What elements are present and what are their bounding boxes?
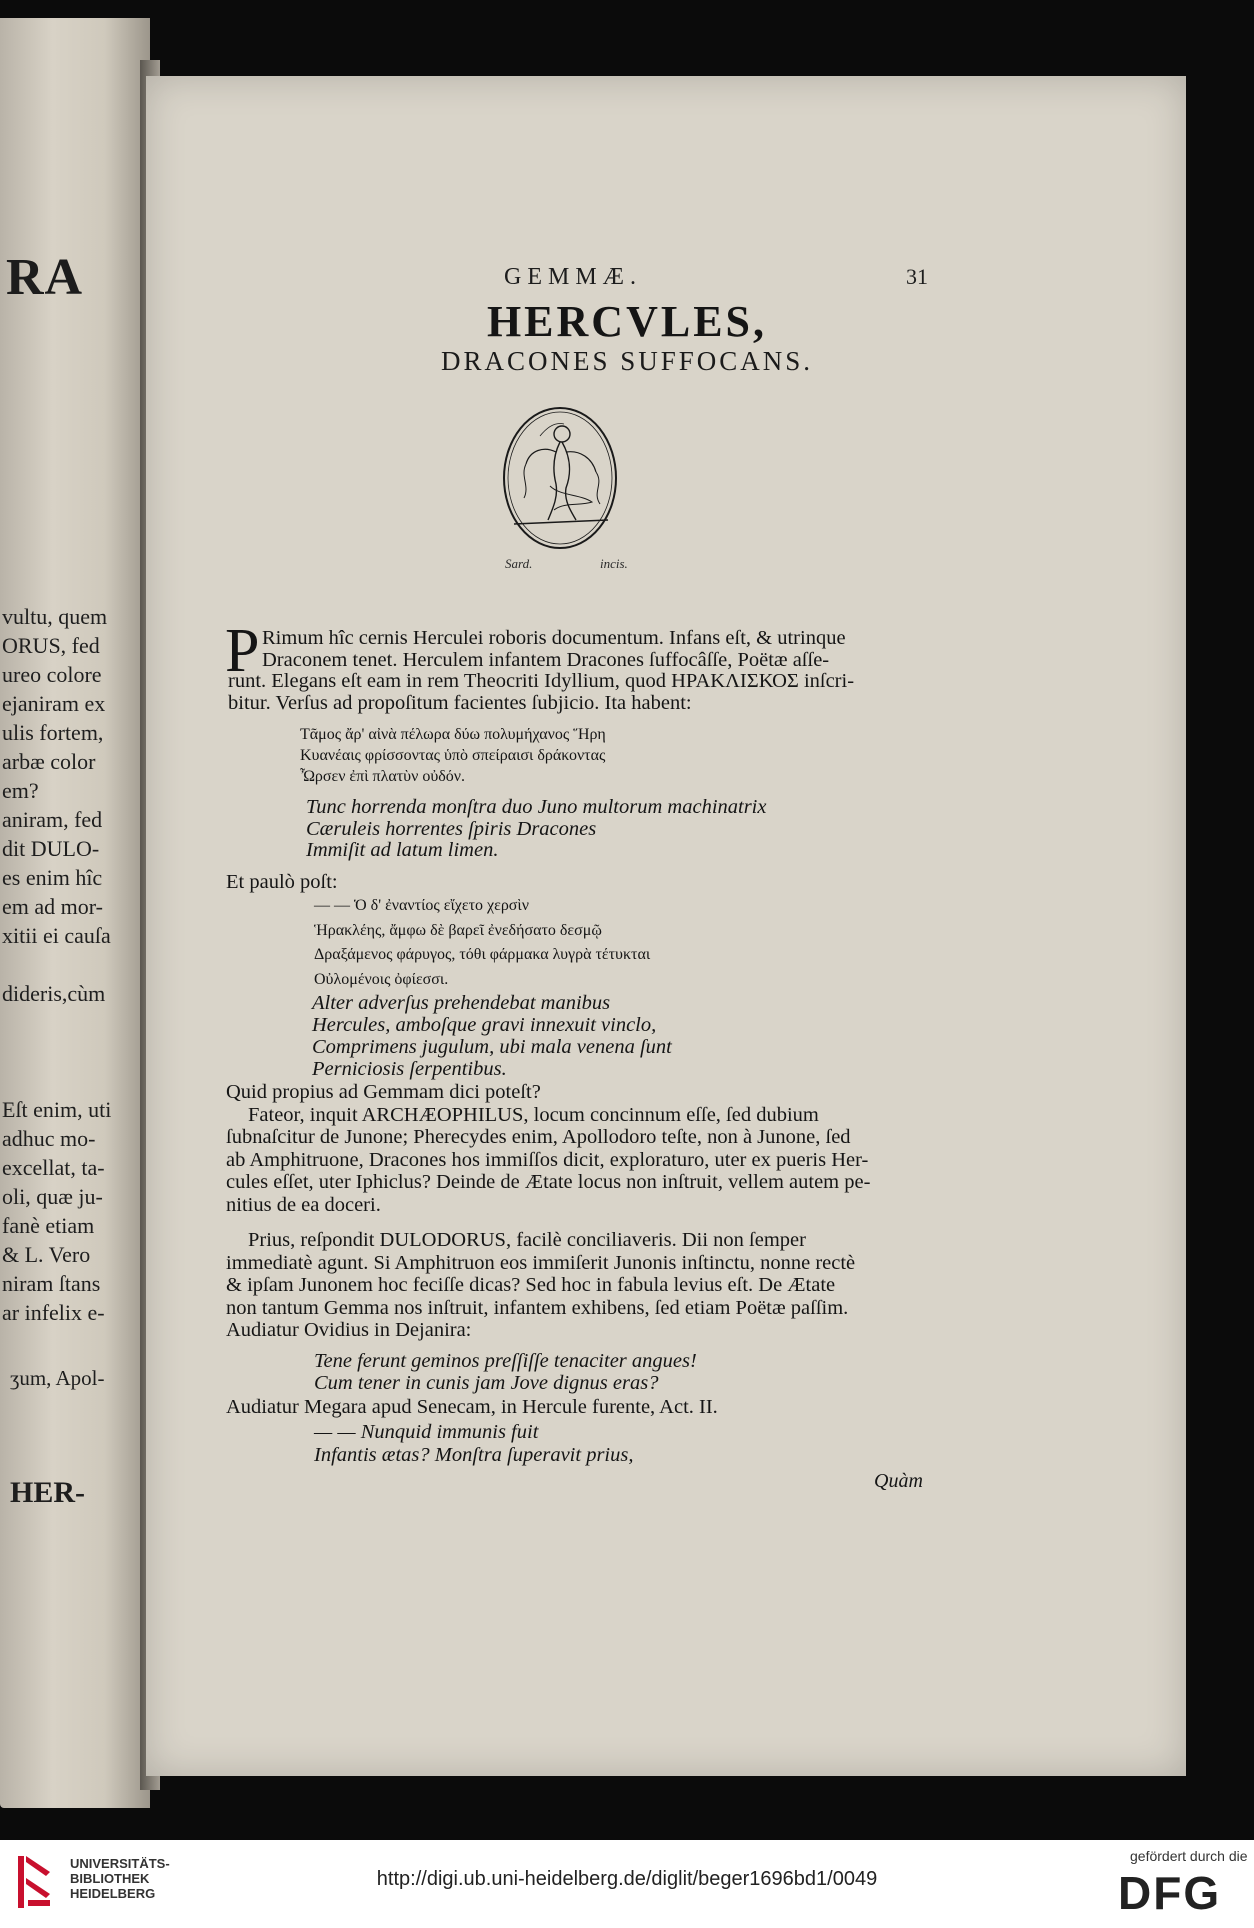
left-page-heading: RA	[6, 249, 84, 306]
text-line: Δραξάμενος φάρυγος, τόθι φάρμακα λυγρὰ τέτυκται	[314, 946, 651, 963]
left-page-line	[2, 950, 148, 979]
text-line: Alter adverſus prehendebat manibus	[312, 992, 611, 1014]
text-line: Οὐλομένοις ὀφίεσσι.	[314, 970, 449, 988]
text-line: & ipſam Junonem hoc feciſſe dicas? Sed hoc in fabula levius eſt. De Ætate	[226, 1274, 836, 1296]
left-page-heading-2: HER-	[10, 1476, 85, 1509]
text-line: — — Nunquid immunis fuit	[314, 1421, 539, 1443]
text-line: Immiſit ad latum limen.	[306, 839, 499, 861]
left-page-line: ORUS, fed	[2, 633, 100, 658]
text-line: Comprimens jugulum, ubi mala venena ſunt	[312, 1036, 672, 1058]
page-subtitle: DRACONES SUFFOCANS.	[440, 346, 814, 376]
text-line: Rimum hîc cernis Herculei roboris documentum. Infans eſt, & utrinque	[262, 627, 846, 649]
text-line: Ὦρσεν ἐπὶ πλατὺν οὐδόν.	[300, 768, 466, 785]
left-page-line: vultu, quem	[2, 604, 108, 629]
left-page-line: ureo colore	[2, 662, 102, 687]
text-line: bitur. Verſus ad propoſitum facientes ſubjicio. Ita habent:	[228, 691, 692, 714]
text-line: non tantum Gemma nos inſtruit, infantem exhibens, ſed etiam Poëtæ paſſim.	[226, 1296, 849, 1319]
text-line: Hercules, amboſque gravi innexuit vinclo,	[312, 1014, 657, 1036]
left-page-line: dideris,cùm	[2, 981, 106, 1006]
engraving-caption-left: Sard.	[505, 556, 533, 571]
left-page-line: niram ſtans	[2, 1271, 101, 1296]
left-page-line	[2, 1037, 148, 1066]
page-number: 31	[906, 264, 928, 289]
text-line: Ἡρακλέης, ἄμφω δὲ βαρεῖ ἐνεδήσατο δεσμῷ	[314, 921, 602, 939]
text-line: Cæruleis horrentes ſpiris Dracones	[306, 817, 597, 840]
left-page-line: adhuc mo-	[2, 1126, 96, 1151]
text-line: ab Amphitruone, Dracones hos immiſſos dicit, exploraturo, uter ex pueris Her-	[226, 1148, 869, 1171]
text-line: Τᾶμος ἄρ' αἰνὰ πέλωρα δύω πολυμήχανος Ἥρη	[300, 726, 606, 743]
left-page-line: oli, quæ ju-	[2, 1184, 103, 1209]
left-page-text	[2, 602, 148, 1327]
text-line: Et paulò poſt:	[226, 871, 338, 893]
left-page-line: dit DULO-	[2, 836, 100, 861]
left-page-line: es enim hîc	[2, 865, 103, 890]
page-title: HERCVLES,	[486, 297, 768, 346]
library-name-line: BIBLIOTHEK	[70, 1871, 150, 1886]
text-line: Κυανέαις φρίσσοντας ὑπὸ σπείραισι δράκοντας	[300, 747, 606, 764]
text-line: immediatè agunt. Si Amphitruon eos immiſerit Junonis inſtinctu, nonne rectè	[226, 1251, 856, 1274]
left-page-line: ejaniram ex	[2, 691, 106, 716]
text-line: Quid propius ad Gemmam dici poteſt?	[226, 1081, 541, 1103]
left-page-line	[2, 1008, 148, 1037]
text-line: Tene ferunt geminos preſſiſſe tenaciter angues!	[314, 1350, 697, 1372]
left-page-line: arbæ color	[2, 749, 96, 774]
text-line: Audiatur Ovidius in Dejanira:	[226, 1319, 472, 1341]
engraving-caption-right: incis.	[600, 556, 628, 571]
text-line: cules eſſet, uter Iphiclus? Deinde de Ætate locus non inſtruit, vellem autem pe-	[226, 1171, 871, 1193]
text-line: Infantis ætas? Monſtra ſuperavit prius,	[314, 1444, 634, 1466]
left-facing-page	[0, 18, 150, 1808]
sponsor-caption: gefördert durch die	[1130, 1848, 1248, 1864]
left-page-line: xitii ei cauſa	[2, 923, 111, 948]
dfg-logo: DFG	[1118, 1867, 1222, 1919]
text-line: Tunc horrenda monſtra duo Juno multorum machinatrix	[306, 796, 767, 818]
text-line: nitius de ea doceri.	[226, 1193, 381, 1216]
text-line: Prius, reſpondit DULODORUS, facilè conciliaveris. Dii non ſemper	[248, 1229, 806, 1251]
text-line: Cum tener in cunis jam Jove dignus eras?	[314, 1371, 659, 1394]
left-page-line: em ad mor-	[2, 894, 103, 919]
left-page-reference: ʒum, Apol-	[10, 1366, 105, 1390]
text-line: runt. Elegans eſt eam in rem Theocriti Idyllium, quod ΗΡΑΚΛΙΣΚΟΣ inſcri-	[228, 670, 855, 692]
gem-engraving-image	[500, 406, 620, 566]
text-line: Perniciosis ſerpentibus.	[312, 1058, 507, 1080]
left-page-line: ar infelix e-	[2, 1300, 105, 1325]
left-page-line: & L. Vero	[2, 1242, 91, 1267]
footer-bar	[0, 1840, 1254, 1928]
text-line: Draconem tenet. Herculem infantem Dracones ſuffocâſſe, Poëtæ aſſe-	[262, 648, 830, 671]
text-line: ſubnaſcitur de Junone; Pherecydes enim, Apollodoro teſte, non à Junone, ſed	[226, 1126, 851, 1148]
text-line: Fateor, inquit ARCHÆOPHILUS, locum concinnum eſſe, ſed dubium	[248, 1103, 819, 1126]
left-page-line: ulis fortem,	[2, 720, 104, 745]
running-title: GEMMÆ.	[504, 264, 643, 290]
left-page-line: fanè etiam	[2, 1213, 95, 1238]
left-page-line	[2, 1066, 148, 1095]
library-name-line: HEIDELBERG	[70, 1886, 156, 1901]
catchword: Quàm	[874, 1470, 923, 1492]
text-line: — — Ὁ δ' ἐναντίος εἴχετο χερσὶν	[314, 897, 529, 914]
left-page-line: Eſt enim, uti	[2, 1097, 112, 1122]
left-page-line: excellat, ta-	[2, 1155, 105, 1180]
left-page-line: em?	[2, 778, 39, 803]
drop-cap-initial: P	[225, 617, 260, 685]
permalink-url[interactable]: http://digi.ub.uni-heidelberg.de/diglit/beger1696bd1/0049	[376, 1868, 878, 1890]
library-name-line: UNIVERSITÄTS-	[70, 1856, 170, 1871]
text-line: Audiatur Megara apud Senecam, in Hercule furente, Act. II.	[226, 1396, 718, 1418]
left-page-line: aniram, fed	[2, 807, 103, 832]
